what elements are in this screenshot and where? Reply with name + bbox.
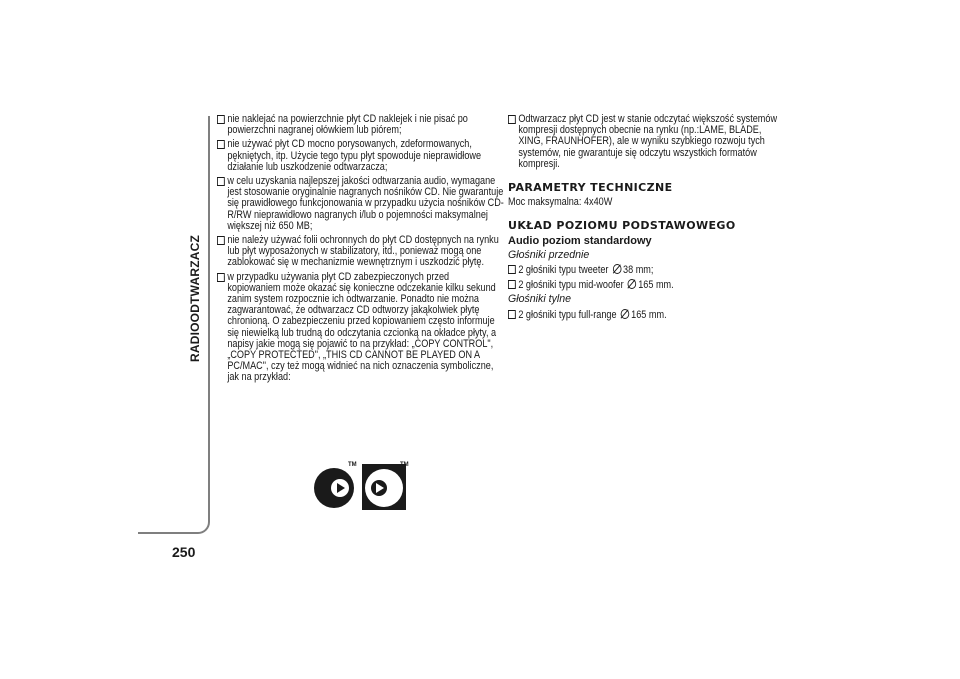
speaker-type: 2 głośniki typu mid-woofer — [518, 279, 624, 292]
page-number: 250 — [172, 544, 196, 560]
copy-protection-logo — [312, 458, 412, 514]
list-item — [217, 114, 505, 136]
diameter-icon — [613, 264, 622, 274]
checkbox-bullet-icon — [217, 177, 225, 186]
list-item-text: Odtwarzacz płyt CD jest w stanie odczytać większość systemów kompresji dostępnych obecnie na rynku (np.:LAME, BLADE, XING, FRAUNHOFER), ale w wyniku szybkiego rozwoju tych systemów, nie gwarantuje się odczytu wszystkich formatów kompresji. — [518, 113, 778, 170]
list-item-text: nie należy używać folii ochronnych do płyt CD dostępnych na rynku lub płyt wyposażonych w stabilizatory, itd., ponieważ mogą one zablokować się w mechanizmie wewnętrznym i uszkodzić płytę. — [227, 234, 499, 269]
list-item-text: w celu uzyskania najlepszej jakości odtwarzania audio, wymagane jest stosowanie oryginalnie nagranych nośników CD. Nie gwarantuje się prawidłowego funkcjonowania w przypadku użycia nośników CD-R/RW nieprawidłowo nagranych i/lub o pojemności maksymalnej większej niż 650 MB; — [227, 175, 504, 232]
speaker-size: 165 mm. — [631, 308, 667, 321]
diameter-icon — [621, 309, 630, 319]
checkbox-bullet-icon — [508, 115, 516, 124]
checkbox-bullet-icon — [508, 280, 516, 289]
checkbox-bullet-icon — [217, 236, 225, 245]
speaker-size: 38 mm; — [623, 264, 654, 277]
checkbox-bullet-icon — [217, 115, 225, 124]
tm-mark-2: TM — [400, 462, 409, 468]
section-heading: UKŁAD POZIOMU PODSTAWOWEGO — [508, 219, 736, 233]
speaker-type: 2 głośniki typu tweeter — [518, 264, 609, 277]
copy-protection-logo-icon — [312, 458, 412, 514]
tm-mark-1: TM — [348, 462, 357, 468]
checkbox-bullet-icon — [217, 273, 225, 282]
right-column — [508, 114, 776, 324]
list-item-text: nie naklejać na powierzchnie płyt CD naklejek i nie pisać po powierzchni nagranej ołówkiem lub piórem; — [227, 113, 468, 137]
list-item — [217, 176, 505, 232]
checkbox-bullet-icon — [508, 310, 516, 319]
rear-speakers-label: Głośniki tylne — [508, 293, 571, 306]
checkbox-bullet-icon — [217, 140, 225, 149]
section-subheading: Audio poziom standardowy — [508, 234, 652, 247]
speaker-type: 2 głośniki typu full-range — [518, 308, 617, 321]
list-item-text: w przypadku używania płyt CD zabezpieczonych przed kopiowaniem może okazać się konieczne odczekanie kilku sekund zanim system rozpocznie ich odtwarzanie. Ponadto nie można zagwarantować, że odtwarzacz CD odtworzy jakąkolwiek płytę chronioną. O zabezpieczeniu przed kopiowaniem często informuje się niewielką lub trudną do odczytania czcionką na okładce płyty, a napisy jakie mogą się pojawić to na przykład: „COPY CONTROL", „COPY PROTECTED", „THIS CD CANNOT BE PLAYED ON A PC/MAC", czy też mogą widnieć na nich oznaczenia symboliczne, jak na przykład: — [227, 270, 497, 384]
side-title: RADIOODTWARZACZ — [188, 235, 202, 362]
speaker-size: 165 mm. — [638, 279, 674, 292]
list-item — [508, 264, 786, 276]
list-item — [217, 139, 505, 173]
list-item — [217, 272, 505, 384]
list-item-text: nie używać płyt CD mocno porysowanych, zdeformowanych, pękniętych, itp. Użycie tego typu płyt spowoduje nieprawidłowe działanie lub uszkodzenie odtwarzacza; — [227, 138, 482, 173]
section-heading: PARAMETRY TECHNICZNE — [508, 181, 673, 195]
max-power-text: Moc maksymalna: 4x40W — [508, 196, 613, 209]
checkbox-bullet-icon — [508, 265, 516, 274]
diameter-icon — [628, 279, 637, 289]
list-item — [217, 235, 505, 269]
list-item — [508, 114, 786, 170]
list-item — [508, 279, 786, 291]
list-item — [508, 309, 786, 321]
front-speakers-label: Głośniki przednie — [508, 248, 590, 261]
left-column — [217, 113, 504, 387]
